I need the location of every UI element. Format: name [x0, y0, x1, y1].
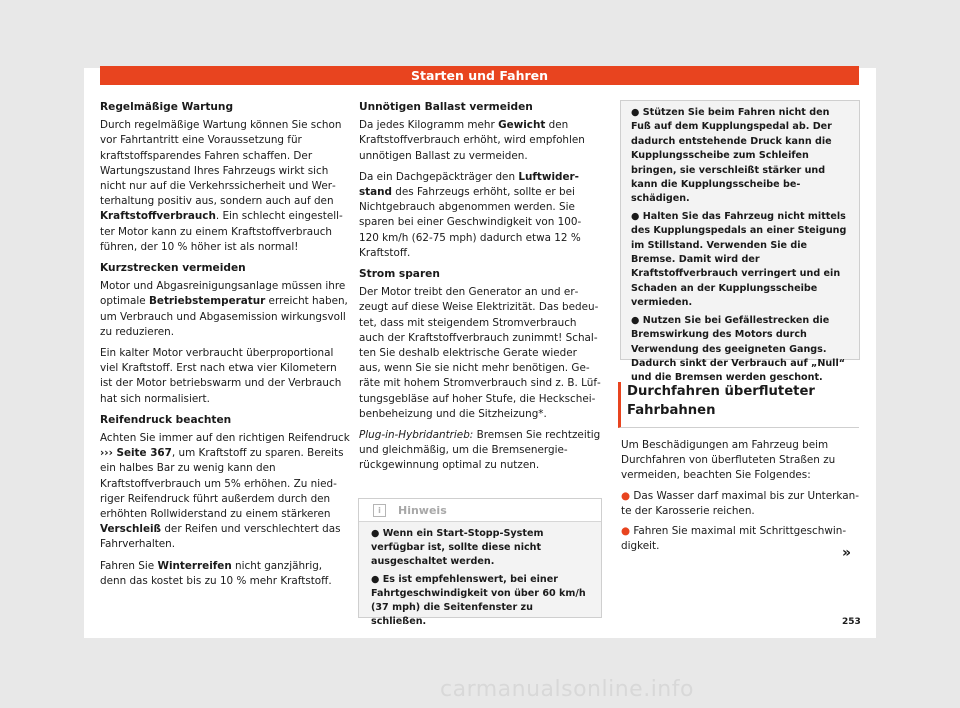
caution-item: ● Stützen Sie beim Fahren nicht den Fuß auf dem Kupplungspedal ab. Der dadurch entstehende Druck kann die Kupplungsscheibe zum Schleifen bringen, sie verschleißt stärker und kann die Kupplungsscheibe beschädigen.: [631, 107, 832, 205]
section-body: [621, 438, 859, 554]
caution-body: [621, 101, 859, 386]
hint-item: ● Es ist empfehlenswert, bei einer Fahrtgeschwindigkeit von über 60 km/h (37 mph) die Seitenfenster zu schließen.: [371, 573, 586, 628]
para-strom: Der Motor treibt den Generator an und erzeugt auf diese Weise Elektrizität. Das bedeutet, dass mit steigendem Stromverbrauch auch der Kraftstoffverbrauch zunimmt! Schalten Sie deshalb elektrische Gerate wieder aus, wenn Sie sie nicht mehr benötigen. Geräte mit hohem Stromverbrauch sind z. B. Lüftungsgebläse auf hoher Stufe, die Heckscheibenbeheizung und die Sitzheizung*.: [359, 286, 601, 420]
para-gewicht: Da jedes Kilogramm mehr Gewicht den Kraftstoffverbrauch erhöht, wird empfohlen unnötigen Ballast zu vermeiden.: [359, 119, 585, 162]
hint-item: ● Wenn ein Start-Stopp-System verfügbar ist, sollte diese nicht ausgeschaltet werden.: [371, 528, 544, 568]
column-left: [100, 100, 350, 595]
hint-box: [358, 498, 602, 628]
hint-header: [359, 499, 601, 522]
para-winterreifen: Fahren Sie Winterreifen nicht ganzjährig, denn das kostet bis zu 10 % mehr Kraftstoff.: [100, 559, 332, 587]
heading-reifendruck: Reifendruck beachten: [100, 413, 232, 426]
page-number: 253: [842, 617, 861, 627]
info-icon: i: [373, 504, 386, 517]
hint-title: Hinweis: [398, 503, 447, 517]
para-wartung: Durch regelmäßige Wartung können Sie schon vor Fahrtantritt eine Voraussetzung für kraftstoffsparendes Fahren schaffen. Der Wartungszustand Ihres Fahrzeugs wirkt sich nicht nur auf die Verkehrssicherheit und Werterhaltung positiv aus, sondern auch auf den Kraftstoffverbrauch. Ein schlecht eingestellter Motor kann zu einem Kraftstoffverbrauch führen, der 10 % höher ist als normal!: [100, 119, 343, 253]
para-reifendruck: Achten Sie immer auf den richtigen Reifendruck ››› Seite 367, um Kraftstoff zu sparen. Bereits ein halbes Bar zu wenig kann den Kraftstoffverbrauch um 5% erhöhen. Zu niedriger Reifendruck führt außerdem durch den erhöhten Rollwiderstand zu einem stärkeren Verschleiß der Reifen und verschlechtert das Fahrverhalten.: [100, 432, 350, 551]
section-item: ● Fahren Sie maximal mit Schrittgeschwindigkeit.: [621, 525, 847, 553]
heading-wartung: Regelmäßige Wartung: [100, 101, 234, 113]
heading-strom: Strom sparen: [359, 268, 440, 281]
watermark: carmanualsonline.info: [440, 677, 694, 702]
para-luftwiderstand: Da ein Dachgepäckträger den Luftwiderstand des Fahrzeugs erhöht, sollte er bei Nichtgebrauch abgenommen werden. Sie sparen bei einer Geschwindigkeit von 100-120 km/h (62-75 mph) dadurch etwa 12 % Kraftstoff.: [359, 170, 582, 259]
para-hybrid: Plug-in-Hybridantrieb: Bremsen Sie rechtzeitig und gleichmäßig, um die Bremsenergierückgewinnung optimal zu nutzen.: [359, 429, 601, 472]
para-kalter-motor: Ein kalter Motor verbraucht überproportional viel Kraftstoff. Erst nach etwa vier Kilometern ist der Motor betriebswarm und der Verbrauch hat sich normalisiert.: [100, 347, 342, 405]
caution-item: ● Halten Sie das Fahrzeug nicht mittels des Kupplungspedals an einer Steigung im Stillstand. Verwenden Sie die Bremse. Damit wird der Kraftstoffverbrauch verringert und ein Schaden an der Kupplungsscheibe vermieden.: [631, 210, 847, 309]
heading-ballast: Unnötigen Ballast vermeiden: [359, 101, 533, 113]
section-flooded-roads: [621, 382, 859, 559]
column-middle: [359, 100, 601, 480]
caution-item: ● Nutzen Sie bei Gefällestrecken die Bremswirkung des Motors durch Verwendung des geeigneten Gangs. Dadurch sinkt der Verbrauch auf „Null“ und die Bremsen werden geschont.: [631, 314, 846, 384]
hint-body: [359, 522, 601, 629]
section-item: ● Das Wasser darf maximal bis zur Unterkante der Karosserie reichen.: [621, 489, 859, 517]
section-title: Durchfahren überfluteter Fahrbahnen: [618, 382, 859, 428]
caution-box: [620, 100, 860, 384]
continue-arrow-icon: »: [842, 545, 852, 561]
heading-kurzstrecken: Kurzstrecken vermeiden: [100, 262, 246, 275]
chapter-banner: Starten und Fahren: [100, 66, 859, 85]
section-intro: Um Beschädigungen am Fahrzeug beim Durchfahren von überfluteten Straßen zu vermeiden, beachten Sie Folgendes:: [621, 439, 836, 482]
para-kurzstrecken: Motor und Abgasreinigungsanlage müssen ihre optimale Betriebstemperatur erreicht haben, um Verbrauch und Abgasemission wirkungsvoll zu reduzieren.: [100, 280, 348, 338]
page-link[interactable]: ››› Seite 367: [100, 447, 172, 460]
